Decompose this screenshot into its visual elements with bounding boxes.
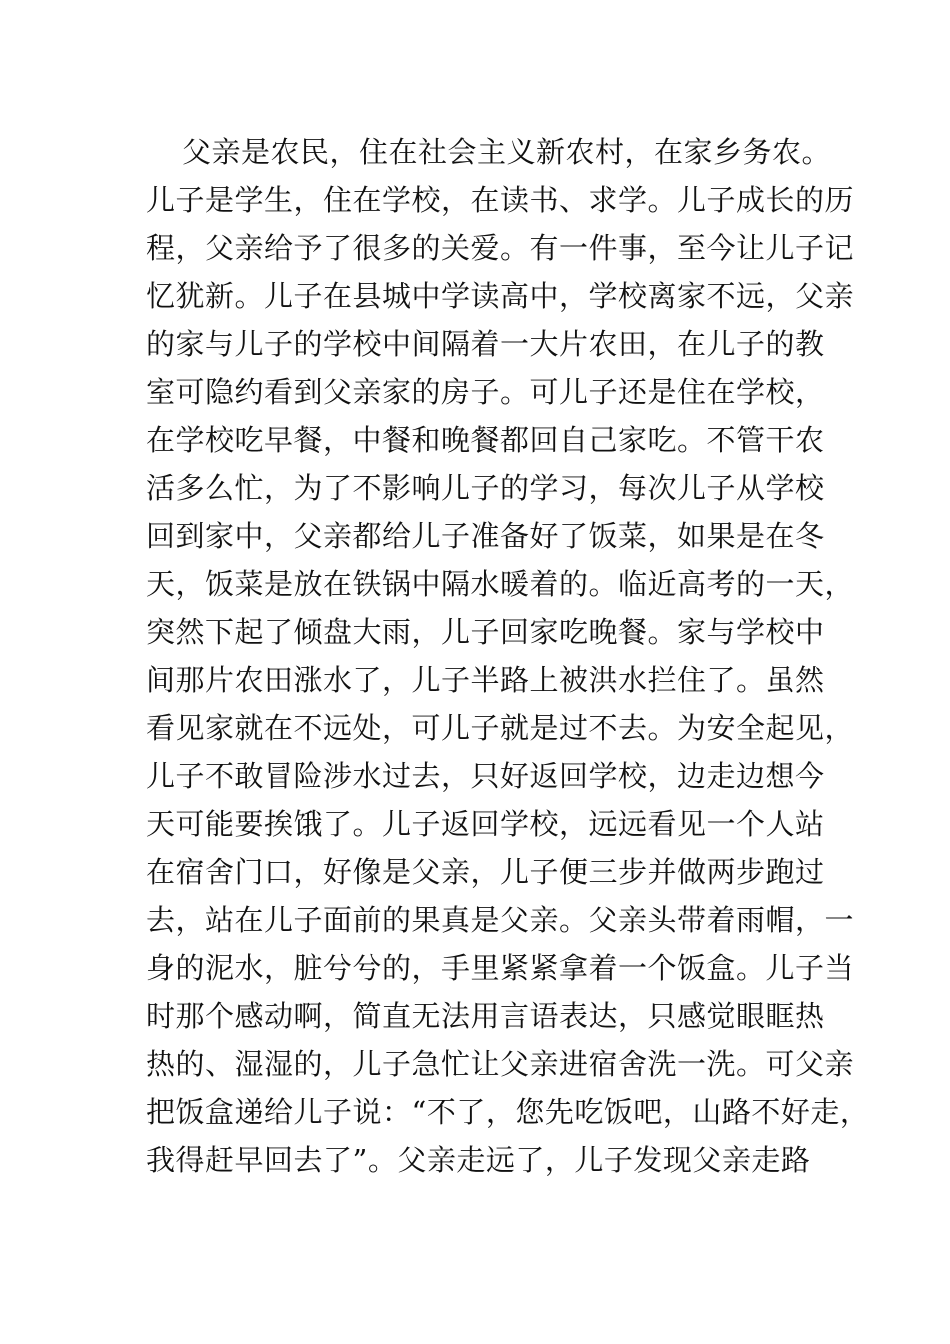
text-line: 回到家中，父亲都给儿子准备好了饭菜，如果是在冬 (146, 519, 825, 553)
text-line: 去，站在儿子面前的果真是父亲。父亲头带着雨帽，一 (146, 903, 855, 937)
text-line: 程，父亲给予了很多的关爱。有一件事，至今让儿子记 (146, 231, 855, 265)
text-line: 活多么忙，为了不影响儿子的学习，每次儿子从学校 (146, 471, 825, 505)
text-line: 在学校吃早餐，中餐和晚餐都回自己家吃。不管干农 (146, 423, 825, 457)
text-line: 儿子是学生，住在学校，在读书、求学。儿子成长的历 (146, 183, 855, 217)
text-line: 室可隐约看到父亲家的房子。可儿子还是住在学校， (146, 375, 825, 409)
text-line: 间那片农田涨水了，儿子半路上被洪水拦住了。虽然 (146, 663, 825, 697)
text-line: 时那个感动啊，简直无法用言语表达，只感觉眼眶热 (146, 999, 825, 1033)
text-line: 把饭盒递给儿子说：“不了，您先吃饭吧，山路不好走， (146, 1095, 870, 1129)
text-line: 热的、湿湿的，儿子急忙让父亲进宿舍洗一洗。可父亲 (146, 1047, 855, 1081)
text-line: 儿子不敢冒险涉水过去，只好返回学校，边走边想今 (146, 759, 825, 793)
body-paragraph (146, 128, 870, 1184)
text-line: 身的泥水，脏兮兮的，手里紧紧拿着一个饭盒。儿子当 (146, 951, 855, 985)
text-line: 天，饭菜是放在铁锅中隔水暖着的。临近高考的一天， (146, 567, 855, 601)
text-line: 突然下起了倾盘大雨，儿子回家吃晚餐。家与学校中 (146, 615, 825, 649)
text-line: 看见家就在不远处，可儿子就是过不去。为安全起见， (146, 711, 855, 745)
text-line: 的家与儿子的学校中间隔着一大片农田，在儿子的教 (146, 327, 825, 361)
text-line: 忆犹新。儿子在县城中学读高中，学校离家不远，父亲 (146, 279, 855, 313)
text-line: 在宿舍门口，好像是父亲，儿子便三步并做两步跑过 (146, 855, 825, 889)
text-line: 我得赶早回去了”。父亲走远了，儿子发现父亲走路 (146, 1143, 811, 1177)
text-line: 父亲是农民，住在社会主义新农村，在家乡务农。 (182, 135, 832, 169)
text-line: 天可能要挨饿了。儿子返回学校，远远看见一个人站 (146, 807, 825, 841)
